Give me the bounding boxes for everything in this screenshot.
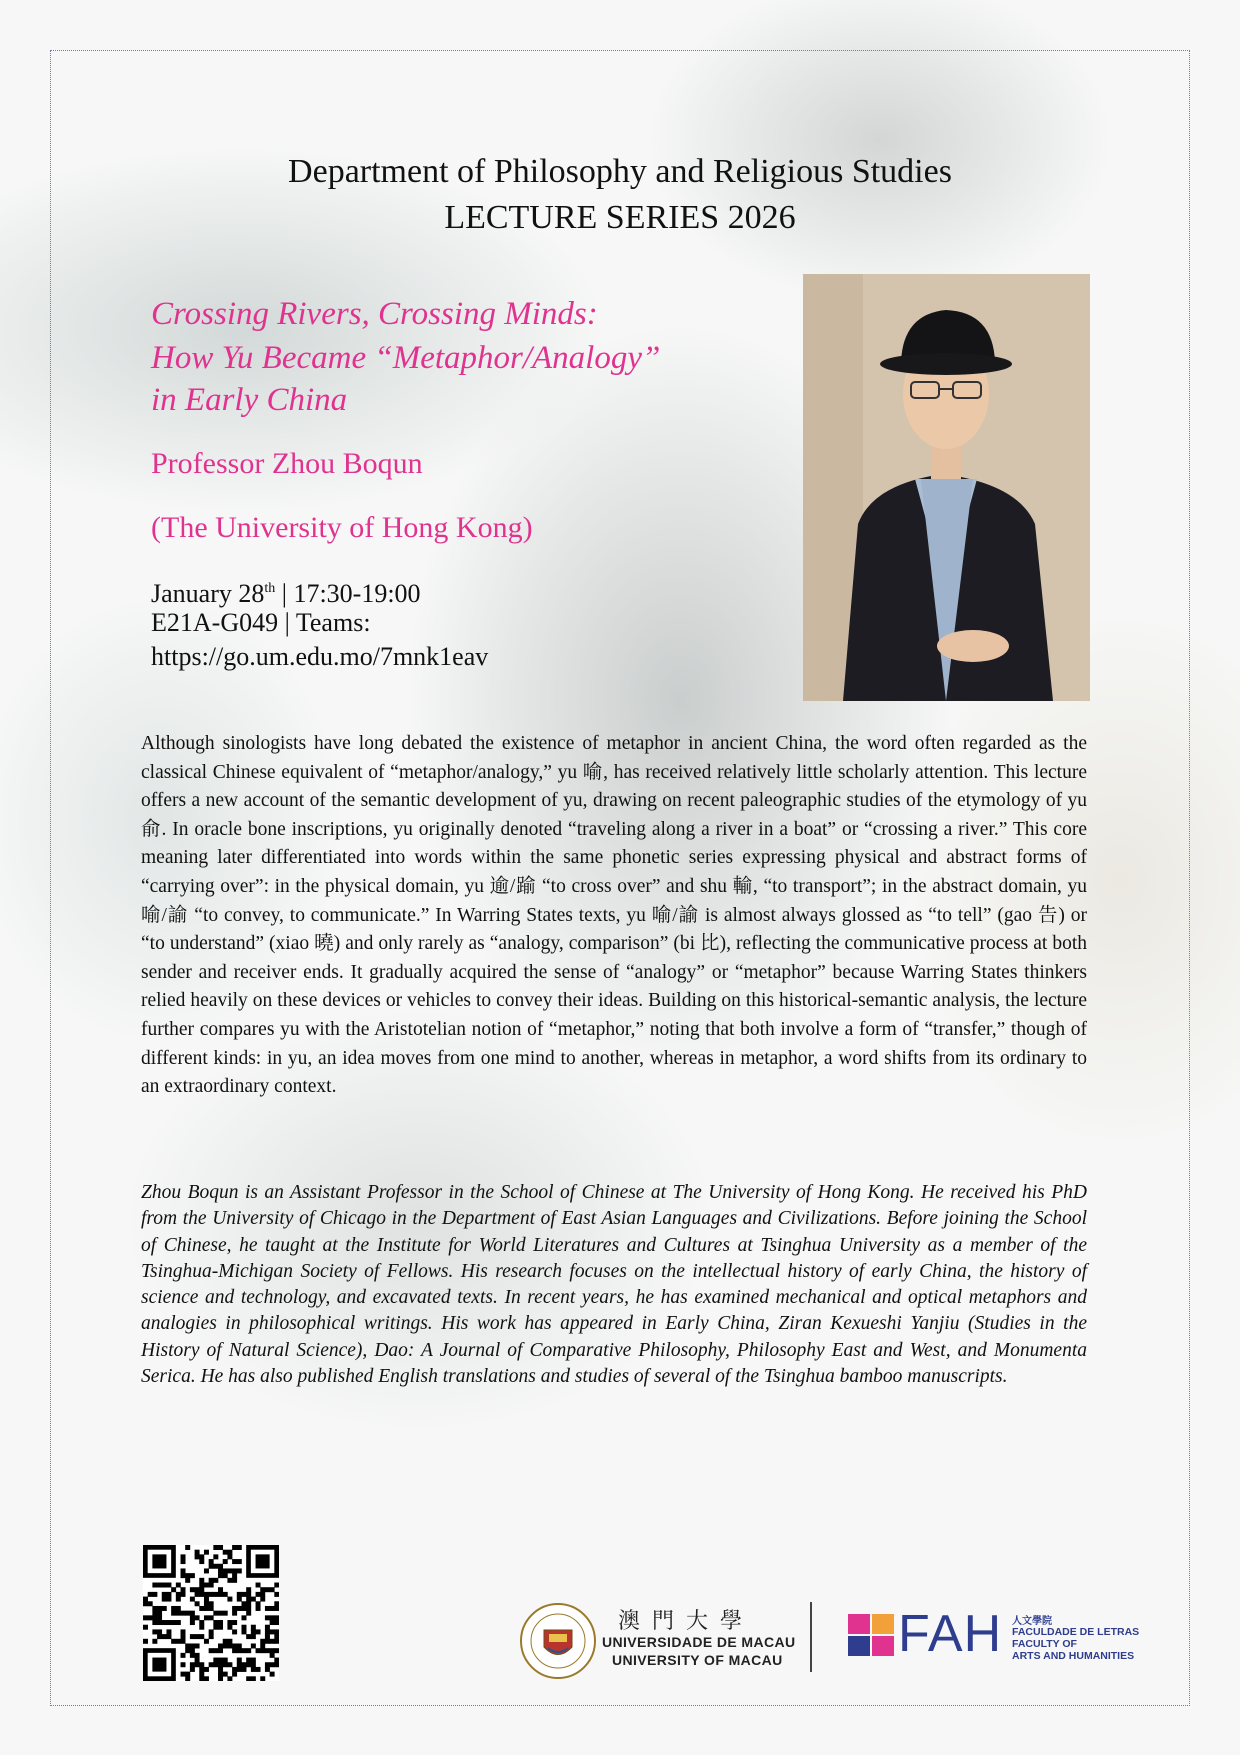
speaker-photo xyxy=(803,274,1090,701)
um-chinese-name: 澳門大學 xyxy=(618,1609,755,1634)
lecture-abstract: Although sinologists have long debated the existence of metaphor in ancient China, the word often regarded as the classical Chinese equivalent of “metaphor/analogy,” yu 喻, has received relatively little scholarly attention. This lecture offers a new account of the semantic development of yu, drawing on recent paleographic studies of the etymology of yu 俞. In oracle bone inscriptions, yu originally denoted “traveling along a river in a boat” or “crossing a river.” This core meaning later differentiated into words within the same phonetic series expressing physical and abstract forms of “carrying over”: in the physical domain, yu 逾/踰 “to cross over” and shu 輸, “to transport”; in the abstract domain, yu 喻/諭 “to convey, to communicate.” In Warring States texts, yu 喻/諭 is almost always glossed as “to tell” (gao 告) or “to understand” (xiao 曉) and only rarely as “analogy, comparison” (bi 比), reflecting the communicative process at both sender and receiver ends. It gradually acquired the sense of “analogy” or “metaphor” because Warring States thinkers relied heavily on these devices or vehicles to convey their ideas. Building on this historical-semantic analysis, the lecture further compares yu with the Aristotelian notion of “metaphor,” noting that both involve a form of “transfer,” though of different kinds: in yu, an idea moves from one mind to another, whereas in metaphor, a word shifts from its ordinary to an extraordinary context. xyxy=(141,733,1087,1098)
fah-logo-icon xyxy=(848,1614,896,1658)
um-portuguese-name: UNIVERSIDADE DE MACAU xyxy=(602,1634,796,1650)
fah-wordmark: FAH xyxy=(898,1605,1003,1663)
logo-divider xyxy=(810,1602,812,1672)
fah-line-1: FACULDADE DE LETRAS xyxy=(1012,1626,1140,1638)
fah-chinese-name: 人文學院 xyxy=(1012,1616,1052,1627)
fah-line-2: FACULTY OF xyxy=(1012,1638,1077,1650)
lecture-title-line-3: in Early China xyxy=(151,382,348,418)
department-heading: Department of Philosophy and Religious Studies xyxy=(288,153,952,190)
speaker-bio: Zhou Boqun is an Assistant Professor in the School of Chinese at The University of Hong Kong. He received his PhD from the University of Chicago in the Department of East Asian Languages and Civilizations. Before joining the School of Chinese, he taught at the Institute for World Literatures and Cultures at Tsinghua University as a member of the Tsinghua-Michigan Society of Fellows. His research focuses on the intellectual history of early China, the history of science and technology, and excavated texts. In recent years, he has examined mechanical and optical metaphors and analogies in philosophical writings. His work has appeared in Early China, Ziran Kexueshi Yanjiu (Studies in the History of Natural Science), Dao: A Journal of Comparative Philosophy, Philosophy East and West, and Monumenta Serica. He has also published English translations and studies of several of the Tsinghua bamboo manuscripts. xyxy=(141,1182,1087,1388)
fah-line-3: ARTS AND HUMANITIES xyxy=(1012,1650,1135,1662)
lecture-title-line-2: How Yu Became “Metaphor/Analogy” xyxy=(151,340,661,376)
speaker-name: Professor Zhou Boqun xyxy=(151,447,423,480)
lecture-title-line-1: Crossing Rivers, Crossing Minds: xyxy=(151,296,598,332)
lecture-venue: E21A-G049 | Teams: xyxy=(151,608,371,637)
qr-code[interactable] xyxy=(143,1545,279,1681)
um-english-name: UNIVERSITY OF MACAU xyxy=(612,1652,783,1668)
university-seal-icon xyxy=(519,1602,597,1680)
series-heading: LECTURE SERIES 2026 xyxy=(444,199,796,236)
speaker-affiliation: (The University of Hong Kong) xyxy=(151,511,533,544)
speaker-photo-illustration xyxy=(803,274,1090,701)
lecture-date: January 28 xyxy=(151,579,265,608)
teams-link[interactable]: https://go.um.edu.mo/7mnk1eav xyxy=(151,642,489,671)
lecture-time: | 17:30-19:00 xyxy=(275,579,421,608)
qr-code-image xyxy=(143,1545,279,1681)
date-suffix: th xyxy=(264,581,276,596)
